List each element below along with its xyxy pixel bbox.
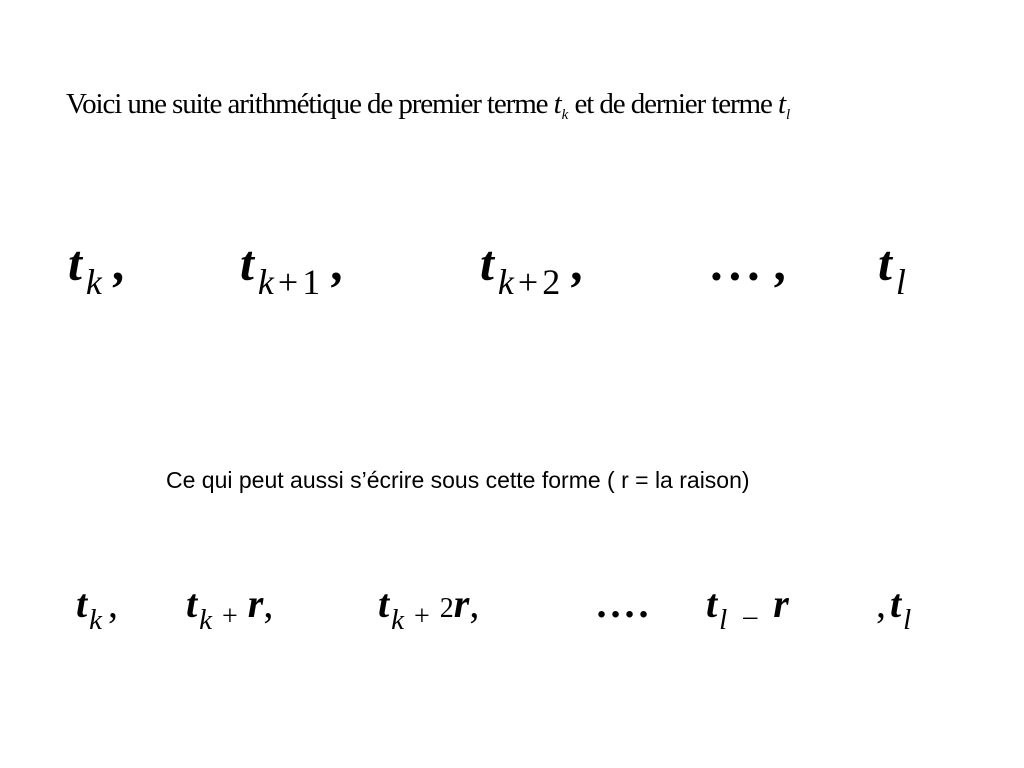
seq1-term-1 — [68, 235, 127, 302]
seq2-sep-1: , — [108, 581, 118, 626]
intro-sub-1: k — [561, 107, 569, 123]
seq2-term-3-op: + — [414, 601, 430, 632]
seq1-sep-3: , — [572, 235, 585, 291]
seq2-term-3-sub: k — [391, 604, 404, 636]
seq2-term-5-t: t — [706, 581, 718, 626]
intro-var-last-term — [777, 88, 791, 123]
seq1-sep-4: , — [775, 235, 788, 291]
seq2-term-2-t: t — [186, 581, 198, 626]
seq2-lead-sep: , — [876, 581, 886, 626]
seq2-ellipsis — [598, 581, 654, 626]
seq1-sep-1: , — [113, 235, 127, 291]
seq2-term-last — [876, 581, 912, 636]
seq1-term-2 — [240, 235, 345, 302]
seq1-ellipsis — [712, 235, 788, 291]
seq2-term-5-op: – — [743, 601, 758, 632]
seq1-term-2-t: t — [240, 235, 254, 291]
seq2-ellipsis-dots: .... — [598, 581, 654, 626]
seq1-term-3-sub-var: k — [497, 262, 518, 302]
seq1-term-3-t: t — [480, 235, 494, 291]
seq1-term-3-sub — [498, 262, 564, 302]
intro-var-1: t — [553, 88, 562, 120]
seq2-term-1-t: t — [76, 581, 88, 626]
seq1-term-last-sub: l — [895, 262, 910, 302]
seq1-term-last — [878, 235, 910, 302]
seq2-term-1 — [76, 581, 118, 636]
seq1-term-last-t: t — [878, 235, 892, 291]
intro-sub-2: l — [786, 107, 791, 123]
seq1-term-2-sub-rest: +1 — [277, 262, 325, 302]
seq2-term-3 — [378, 581, 480, 636]
seq1-sep-2: , — [332, 235, 345, 291]
seq2-sep-2: , — [263, 581, 274, 626]
subtitle: Ce qui peut aussi s’écrire sous cette forme ( r = la raison) — [166, 467, 750, 493]
seq2-term-last-sub: l — [903, 604, 912, 636]
intro-text-1: Voici une suite arithmétique de premier terme — [66, 88, 548, 120]
seq2-term-3-r: r — [453, 581, 470, 626]
seq2-term-3-t: t — [378, 581, 390, 626]
seq1-term-3-sub-rest: +2 — [517, 262, 565, 302]
seq1-term-1-sub: k — [85, 262, 106, 302]
seq1-ellipsis-dots: ... — [712, 235, 768, 291]
intro-sentence — [66, 88, 790, 124]
seq2-term-2-sub: k — [199, 604, 212, 636]
seq2-term-2-op: + — [222, 601, 238, 632]
seq1-term-3 — [480, 235, 585, 302]
seq2-term-2 — [186, 581, 274, 636]
seq2-term-3-coef: 2 — [439, 593, 454, 624]
seq2-term-5-r: r — [773, 581, 789, 626]
seq2-term-1-sub: k — [89, 604, 102, 636]
seq1-term-2-sub — [258, 262, 324, 302]
seq1-term-2-sub-var: k — [257, 262, 278, 302]
intro-var-2: t — [777, 88, 786, 120]
intro-text-2: et de dernier terme — [574, 88, 772, 120]
seq1-term-1-t: t — [68, 235, 82, 291]
seq2-sep-3: , — [469, 581, 480, 626]
seq2-term-5 — [706, 581, 789, 636]
seq2-term-last-t: t — [890, 581, 902, 626]
intro-var-first-term — [553, 88, 569, 123]
seq2-term-5-sub: l — [719, 604, 728, 636]
seq2-term-2-r: r — [247, 581, 264, 626]
